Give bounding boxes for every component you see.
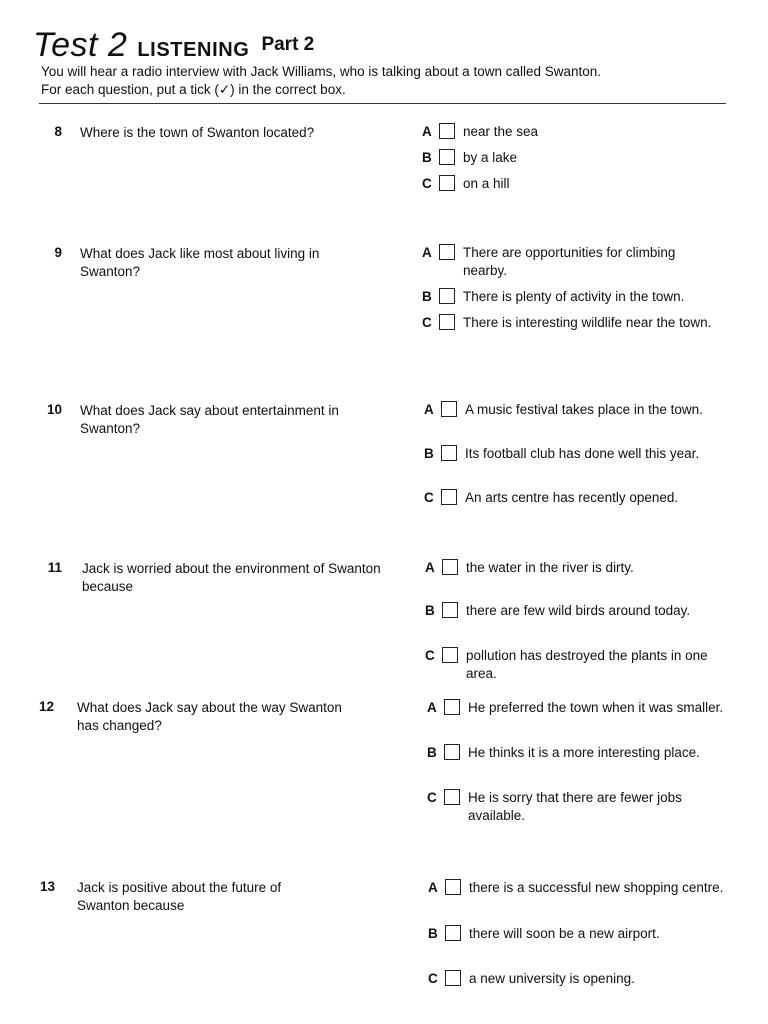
tick-box[interactable] [442,647,458,663]
tick-box[interactable] [444,699,460,715]
option-text: on a hill [463,176,510,191]
tick-box[interactable] [444,744,460,760]
option-text: An arts centre has recently opened. [465,490,679,505]
option-text: there are few wild birds around today. [466,603,691,618]
question-8-option-b [422,149,721,167]
option-text: He preferred the town when it was smaller. [468,700,724,715]
question-12-option-c [427,789,726,825]
question-10-option-a [424,401,723,419]
question-text: What does Jack say about the way Swanton has changed? [77,700,342,733]
tick-box[interactable] [439,123,455,139]
option-text: There is interesting wildlife near the town. [463,315,712,330]
question-13-option-b [428,925,727,943]
tick-box[interactable] [439,314,455,330]
option-text: There is plenty of activity in the town. [463,289,685,304]
tick-box[interactable] [442,559,458,575]
question-8-option-a [422,123,721,141]
option-letter: C [422,315,432,330]
question-number: 9 [54,245,62,260]
question-number: 11 [47,560,62,575]
option-letter: A [424,402,434,417]
option-text: He thinks it is a more interesting place. [468,745,700,760]
option-text: there is a successful new shopping centre. [469,880,724,895]
question-9-option-a [422,244,721,280]
page-header [33,26,733,65]
tick-box[interactable] [439,288,455,304]
option-letter: C [424,490,434,505]
option-letter: A [425,560,435,575]
option-text: a new university is opening. [469,971,635,986]
tick-box[interactable] [439,175,455,191]
tick-box[interactable] [439,244,455,260]
question-text: Jack is worried about the environment of Swanton because [82,561,381,594]
question-11-option-c [425,647,724,683]
question-10-option-c [424,489,723,507]
option-letter: C [425,648,435,663]
tick-box[interactable] [442,602,458,618]
test-title: Test 2 [33,26,128,64]
question-11-option-b [425,602,724,620]
title-row [33,26,733,65]
option-letter: B [425,603,435,618]
option-text: He is sorry that there are fewer jobs available. [468,790,682,823]
question-number: 13 [39,879,55,894]
instructions-line-1: You will hear a radio interview with Jack Williams, who is talking about a town called Swanton. [41,64,602,79]
part-title: Part 2 [261,34,315,55]
option-text: the water in the river is dirty. [466,560,634,575]
option-letter: B [428,926,438,941]
instructions [41,63,741,99]
question-11-option-a [425,559,724,577]
section-title: LISTENING [137,39,250,61]
tick-box[interactable] [445,970,461,986]
tick-box[interactable] [441,489,457,505]
question-text: Jack is positive about the future of Swanton because [77,880,282,913]
option-text: There are opportunities for climbing nearby. [463,245,676,278]
option-letter: B [422,289,432,304]
option-letter: A [428,880,438,895]
option-text: pollution has destroyed the plants in one area. [466,648,708,681]
question-13-option-c [428,970,727,988]
question-number: 12 [38,699,54,714]
tick-box[interactable] [439,149,455,165]
option-letter: B [424,446,434,461]
tick-box[interactable] [444,789,460,805]
option-letter: B [422,150,432,165]
option-letter: A [422,245,432,260]
option-text: by a lake [463,150,518,165]
option-text: A music festival takes place in the town. [465,402,703,417]
question-9-option-c [422,314,721,332]
option-text: near the sea [463,124,539,139]
question-number: 8 [54,124,62,139]
question-text: Where is the town of Swanton located? [80,125,315,140]
question-12-option-b [427,744,726,762]
option-text: Its football club has done well this year. [465,446,700,461]
tick-box[interactable] [441,401,457,417]
option-letter: B [427,745,437,760]
option-letter: A [427,700,437,715]
tick-box[interactable] [441,445,457,461]
question-text: What does Jack say about entertainment in Swanton? [80,403,339,436]
question-8-option-c [422,175,721,193]
question-13-option-a [428,879,727,897]
option-text: there will soon be a new airport. [469,926,660,941]
header-divider [39,103,726,104]
option-letter: C [427,790,437,805]
instructions-line-2: For each question, put a tick (✓) in the correct box. [41,82,346,97]
question-9-option-b [422,288,721,306]
tick-box[interactable] [445,879,461,895]
question-10-option-b [424,445,723,463]
option-letter: C [422,176,432,191]
question-number: 10 [46,402,62,417]
question-text: What does Jack like most about living in Swanton? [80,246,320,279]
option-letter: A [422,124,432,139]
option-letter: C [428,971,438,986]
tick-box[interactable] [445,925,461,941]
question-12-option-a [427,699,726,717]
